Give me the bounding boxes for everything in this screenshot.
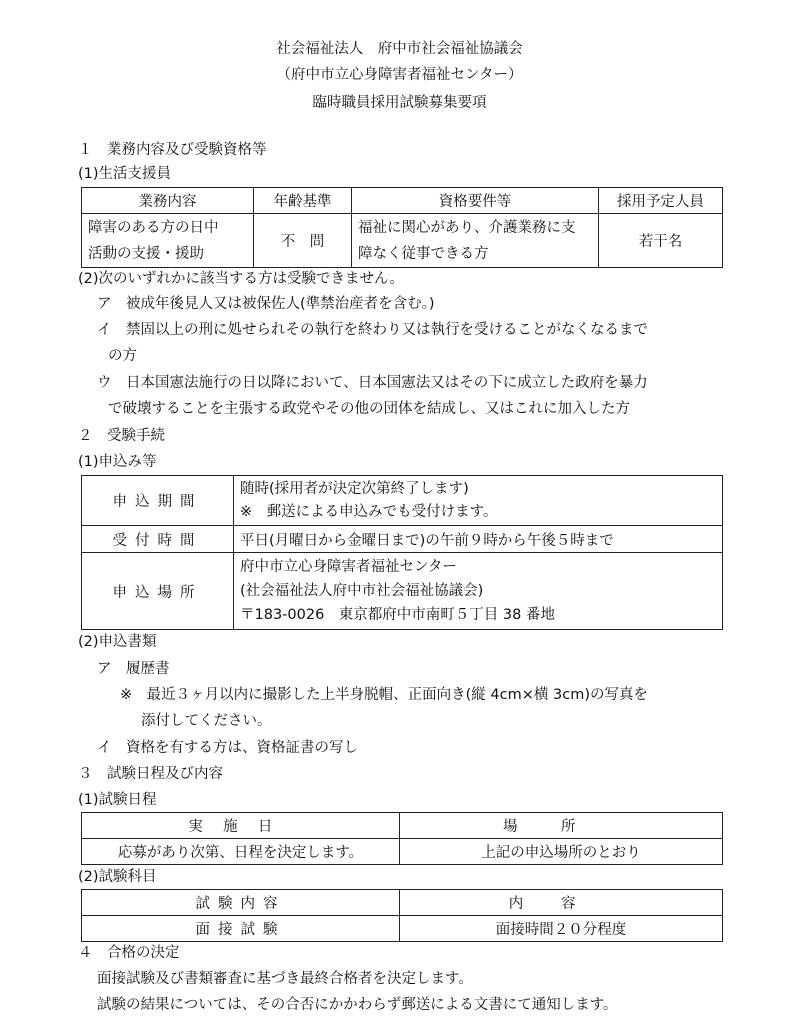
application-place-row (82, 553, 723, 630)
period-line-2: ※ 郵送による申込みでも受付けます。 (240, 503, 498, 520)
place-line-3: 〒183-0026 東京都府中市南町５丁目 38 番地 (240, 607, 555, 623)
schedule-table (81, 812, 723, 865)
schedule-row (82, 839, 723, 865)
requirements-line-1: 福祉に関心があり、介護業務に支 (358, 219, 576, 236)
ineligible-i-line-2: の方 (108, 348, 137, 364)
section-1-title: １ 業務内容及び受験資格等 (78, 142, 267, 158)
period-label: 申込期間 (112, 494, 203, 510)
col-count-header: 採用予定人員 (599, 188, 723, 214)
ineligible-u-line-2: で破壊することを主張する政党やその他の団体を結成し、又はこれに加入した方 (108, 401, 630, 417)
col-requirements-header: 資格要件等 (352, 188, 599, 214)
section-2-1-title: (1)申込み等 (78, 454, 157, 470)
schedule-date-value: 応募があり次第、日程を決定します。 (82, 839, 400, 865)
place-label: 申込場所 (112, 584, 203, 601)
ineligible-i-line-1: イ 禁固以上の刑に処せられその執行を終わり又は執行を受けることがなくなるまで (97, 322, 648, 338)
document-title: 臨時職員採用試験募集要項 (312, 95, 487, 111)
age-cell: 不 問 (254, 214, 352, 268)
org-subname: （府中市立心身障害者福祉センター） (276, 67, 523, 83)
requirements-line-2: 障なく従事できる方 (358, 245, 489, 262)
period-line-1: 随時(採用者が決定次第終了します) (240, 480, 469, 497)
exam-detail-header: 内容 (508, 896, 614, 912)
job-table (81, 187, 723, 268)
org-name: 社会福祉法人 府中市社会福祉協議会 (276, 41, 523, 57)
exam-detail-value: 面接時間２０分程度 (400, 916, 723, 942)
place-line-2: (社会福祉法人府中市社会福祉協議会) (240, 583, 484, 599)
duty-line-1: 障害のある方の日中 (88, 219, 219, 236)
ineligible-u-line-1: ウ 日本国憲法施行の日以降において、日本国憲法又はその下に成立した政府を暴力 (97, 375, 648, 391)
hours-value: 平日(月曜日から金曜日まで)の午前９時から午後５時まで (234, 526, 723, 553)
section-3-2-title: (2)試験科目 (78, 869, 157, 885)
col-age-header: 年齢基準 (254, 188, 352, 214)
requirements-cell (352, 214, 599, 268)
col-duty-header: 業務内容 (82, 188, 254, 214)
schedule-place-header: 場所 (503, 819, 619, 835)
section-3-1-title: (1)試験日程 (78, 792, 157, 808)
section-2-2-title: (2)申込書類 (78, 634, 157, 650)
schedule-header-row (82, 813, 723, 839)
application-table (81, 475, 723, 630)
hours-label: 受付時間 (112, 532, 203, 549)
reception-hours-row (82, 526, 723, 553)
documents-i: イ 資格を有する方は、資格証書の写し (97, 740, 358, 756)
exam-subject-table (81, 889, 723, 942)
schedule-date-header: 実施日 (188, 819, 293, 835)
duty-cell (82, 214, 254, 268)
exam-header-row (82, 890, 723, 916)
ineligible-a: ア 被成年後見人又は被保佐人(準禁治産者を含む。) (97, 296, 435, 312)
exam-row (82, 916, 723, 942)
section-3-title: ３ 試験日程及び内容 (78, 766, 223, 782)
section-1-2-title: (2)次のいずれかに該当する方は受験できません。 (78, 271, 404, 287)
place-value (234, 553, 723, 630)
decision-line-2: 試験の結果については、その合否にかかわらず郵送による文書にて通知します。 (97, 997, 618, 1013)
decision-line-1: 面接試験及び書類審査に基づき最終合格者を決定します。 (97, 971, 473, 987)
job-table-header (82, 188, 723, 214)
section-2-title: ２ 受験手続 (78, 428, 165, 444)
schedule-place-value: 上記の申込場所のとおり (400, 839, 723, 865)
section-1-1-title: (1)生活支援員 (78, 166, 172, 182)
duty-line-2: 活動の支援・援助 (88, 245, 204, 262)
period-value (234, 476, 723, 526)
count-cell: 若干名 (599, 214, 723, 268)
photo-note-line-1: ※ 最近３ヶ月以内に撮影した上半身脱帽、正面向き(縦 4cm×横 3cm)の写真を (120, 687, 648, 703)
documents-a: ア 履歴書 (97, 661, 170, 677)
place-line-1: 府中市立心身障害者福祉センター (240, 559, 457, 575)
exam-content-value: 面接試験 (195, 922, 286, 938)
exam-content-header: 試験内容 (195, 896, 286, 912)
application-period-row (82, 476, 723, 526)
job-table-row (82, 214, 723, 268)
section-4-title: ４ 合格の決定 (78, 945, 180, 961)
photo-note-line-2: 添付してください。 (141, 713, 272, 729)
